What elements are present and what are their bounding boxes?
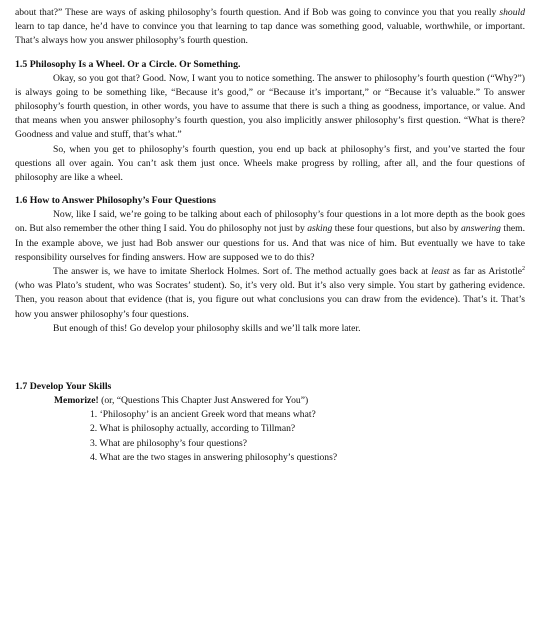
- section-1-6-para-1: [15, 208, 525, 265]
- footnote-marker[interactable]: 2: [522, 265, 525, 272]
- section-1-6-heading: 1.6 How to Answer Philosophy’s Four Questions: [15, 195, 216, 207]
- section-1-5-para-2: So, when you get to philosophy’s fourth question, you end up back at philosophy’s first, and you’ve started the four questions all over again. You can’t ask them just once. Wheels make progress by rolling, after all, and the four questions of philosophy are like a wheel.: [15, 143, 525, 184]
- s16-p2-text-b: as far as Aristotle: [449, 266, 522, 278]
- s16-p1-emphasis-answering: answering: [461, 223, 501, 235]
- s16-p1-text-c: them. In the example above, we just had Bob answer our questions for us. And that was nice of him. But eventually we have to take responsibility ourselves for finding answers. How are supposed we to do this?: [15, 223, 526, 263]
- question-item: 2. What is philosophy actually, according to Tillman?: [90, 423, 296, 435]
- section-1-7-heading: 1.7 Develop Your Skills: [15, 381, 112, 393]
- intro-emphasis: should: [499, 7, 525, 18]
- section-1-5-para-1: Okay, so you got that? Good. Now, I want you to notice something. The answer to philosophy’s fourth question (“Why?”) is always going to be something like, “Because it’s good,” or “Because it’s important,” or “Because it’s valuable.” To answer philosophy’s fourth question, in other words, you have to assume that there is such a thing as goodness, importance, or value. And that means when you answer philosophy’s fourth question, you also implicitly answer philosophy’s first question. “What is there? Goodness and value and stuff, that’s what.”: [15, 72, 525, 141]
- s16-p1-text-a: Now, like I said, we’re going to be talking about each of philosophy’s four questions in a lot more depth as the book goes on. But also remember the other thing I said. You do philosophy not just by: [15, 209, 525, 235]
- review-questions-list: [90, 408, 525, 466]
- question-item: 3. What are philosophy’s four questions?: [90, 437, 248, 449]
- s16-p2-text-c: (who was Plato’s student, who was Socrates’ student). So, it’s very old. But it’s also very simple. You start by gathering evidence. Then, you reason about that evidence (that is, you figure out what conclusions you can draw from the evidence). That’s it. That’s how you answer philosophy’s four questions.: [15, 280, 525, 320]
- intro-text-1: about that?” These are ways of asking philosophy’s fourth question. And if Bob was going to convince you that you really: [15, 7, 500, 18]
- question-item: 1. ‘Philosophy’ is an ancient Greek word that means what?: [90, 409, 316, 421]
- memorize-label: Memorize!: [54, 395, 99, 407]
- s16-p1-text-b: these four questions, but also by: [332, 223, 461, 235]
- s16-p2-emphasis-least: least: [431, 266, 450, 278]
- question-item: 4. What are the two stages in answering philosophy’s questions?: [90, 452, 338, 464]
- s16-p2-text-a: The answer is, we have to imitate Sherlock Holmes. Sort of. The method actually goes back at: [53, 266, 432, 278]
- section-1-6-para-3: But enough of this! Go develop your philosophy skills and we’ll talk more later.: [53, 322, 361, 334]
- intro-text-2: learn to tap dance, he’d have to convince you that learning to tap dance was something good, valuable, worthwhile, or important. That’s always how you answer philosophy’s fourth question.: [15, 21, 525, 47]
- intro-paragraph: [15, 6, 525, 49]
- memorize-note: (or, “Questions This Chapter Just Answered for You”): [98, 395, 309, 407]
- s16-p1-emphasis-asking: asking: [307, 223, 333, 235]
- section-1-6-para-2: [15, 265, 525, 322]
- memorize-line: [54, 394, 525, 408]
- document-page: [15, 6, 525, 466]
- section-1-5-heading: 1.5 Philosophy Is a Wheel. Or a Circle. Or Something.: [15, 58, 241, 70]
